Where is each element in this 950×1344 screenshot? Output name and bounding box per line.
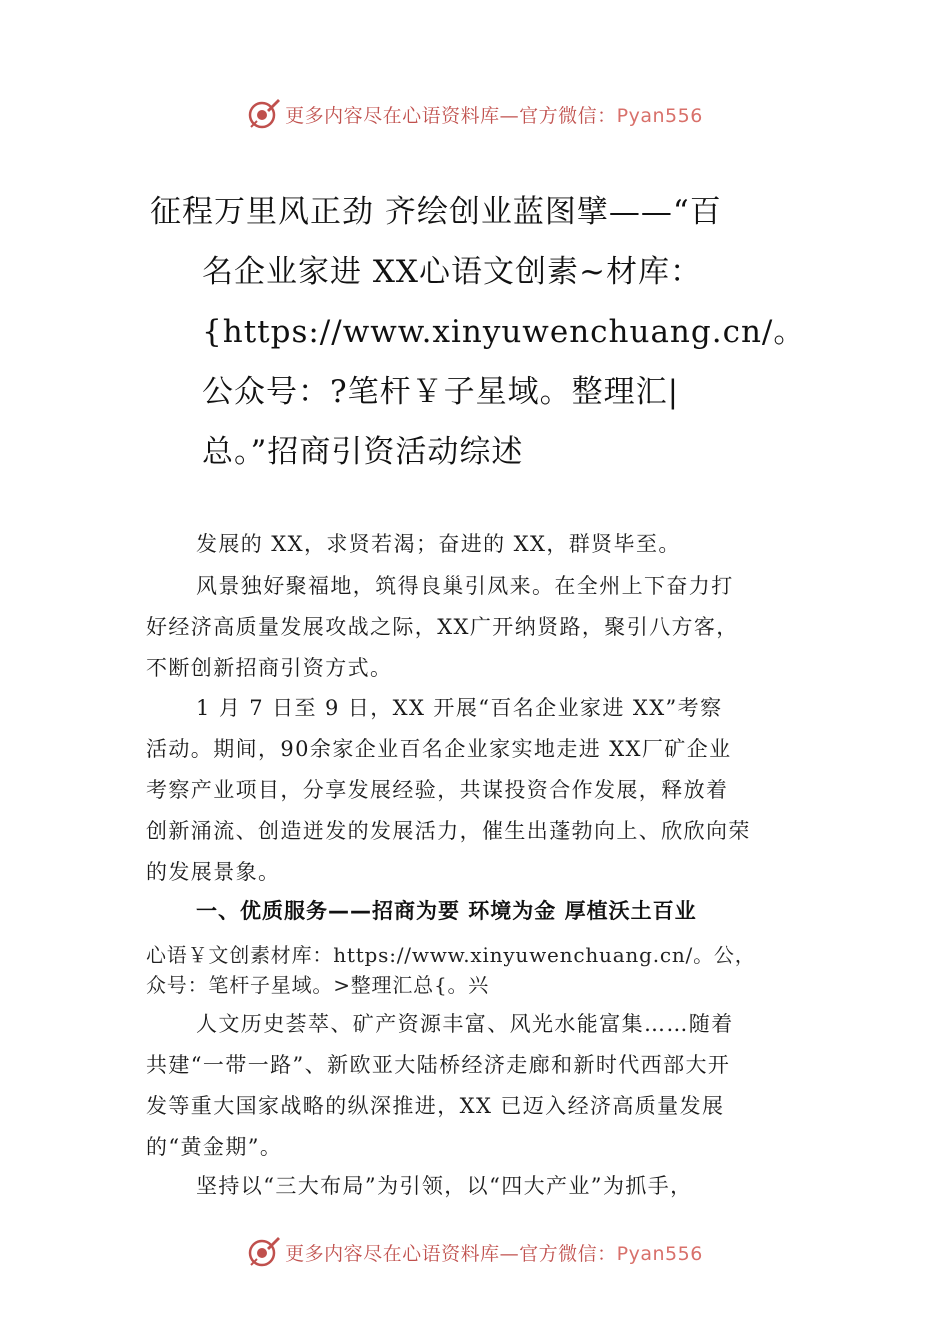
body-paragraph: 1 月 7 日至 9 日，XX 开展“百名企业家进 XX”考察 活动。期间，90余家企业百名企业家实地走进 XX厂矿企业 考察产业项目，分享发展经验，共谋投资合作发展，释放着 创新涌流、创造迸发的发展活力，催生出蓬勃向上、欣欣向荣 的发展景象。 — [146, 696, 751, 884]
body-paragraph: 发展的 XX，求贤若渴；奋进的 XX，群贤毕至。 — [196, 532, 681, 556]
body-paragraph: 人文历史荟萃、矿产资源丰富、风光水能富集……随着 共建“一带一路”、新欧亚大陆桥经济走廊和新时代西部大开 发等重大国家战略的纵深推进，XX 已迈入经济高质量发展 的“黄金期”。 — [146, 1012, 734, 1159]
header-watermark-banner — [0, 94, 950, 134]
body-paragraph: 风景独好聚福地，筑得良巢引凤来。在全州上下奋力打 好经济高质量发展攻战之际，XX广开纳贤路，聚引八方客， 不断创新招商引资方式。 — [146, 574, 739, 680]
section-heading: 一、优质服务——招商为要 环境为金 厚植沃土百业 — [196, 899, 697, 923]
watermark-text: 更多内容尽在心语资料库—官方微信：Pyan556 — [285, 104, 703, 127]
document-title — [150, 182, 810, 482]
body-paragraph: 坚持以“三大布局”为引领，以“四大产业”为抓手， — [196, 1174, 693, 1198]
footer-watermark-banner — [0, 1232, 950, 1272]
inline-watermark-text: 心语￥文创素材库：https://www.xinyuwenchuang.cn/。公， 众号：笔杆子星域。>整理汇总{。兴 — [146, 943, 756, 997]
watermark-text: 更多内容尽在心语资料库—官方微信：Pyan556 — [285, 1242, 703, 1265]
title-line: 公众号：?笔杆￥子星域。整理汇| — [202, 374, 680, 410]
title-line: 名企业家进 XX心语文创素~材库： — [202, 254, 702, 290]
pen-logo-icon — [247, 1235, 281, 1269]
pen-logo-icon — [247, 97, 281, 131]
title-line: 总。”招商引资活动综述 — [202, 434, 524, 470]
title-line: 征程万里风正劲 齐绘创业蓝图擘——“百 — [150, 194, 722, 230]
title-line: {https://www.xinyuwenchuang.cn/。 — [202, 314, 806, 350]
